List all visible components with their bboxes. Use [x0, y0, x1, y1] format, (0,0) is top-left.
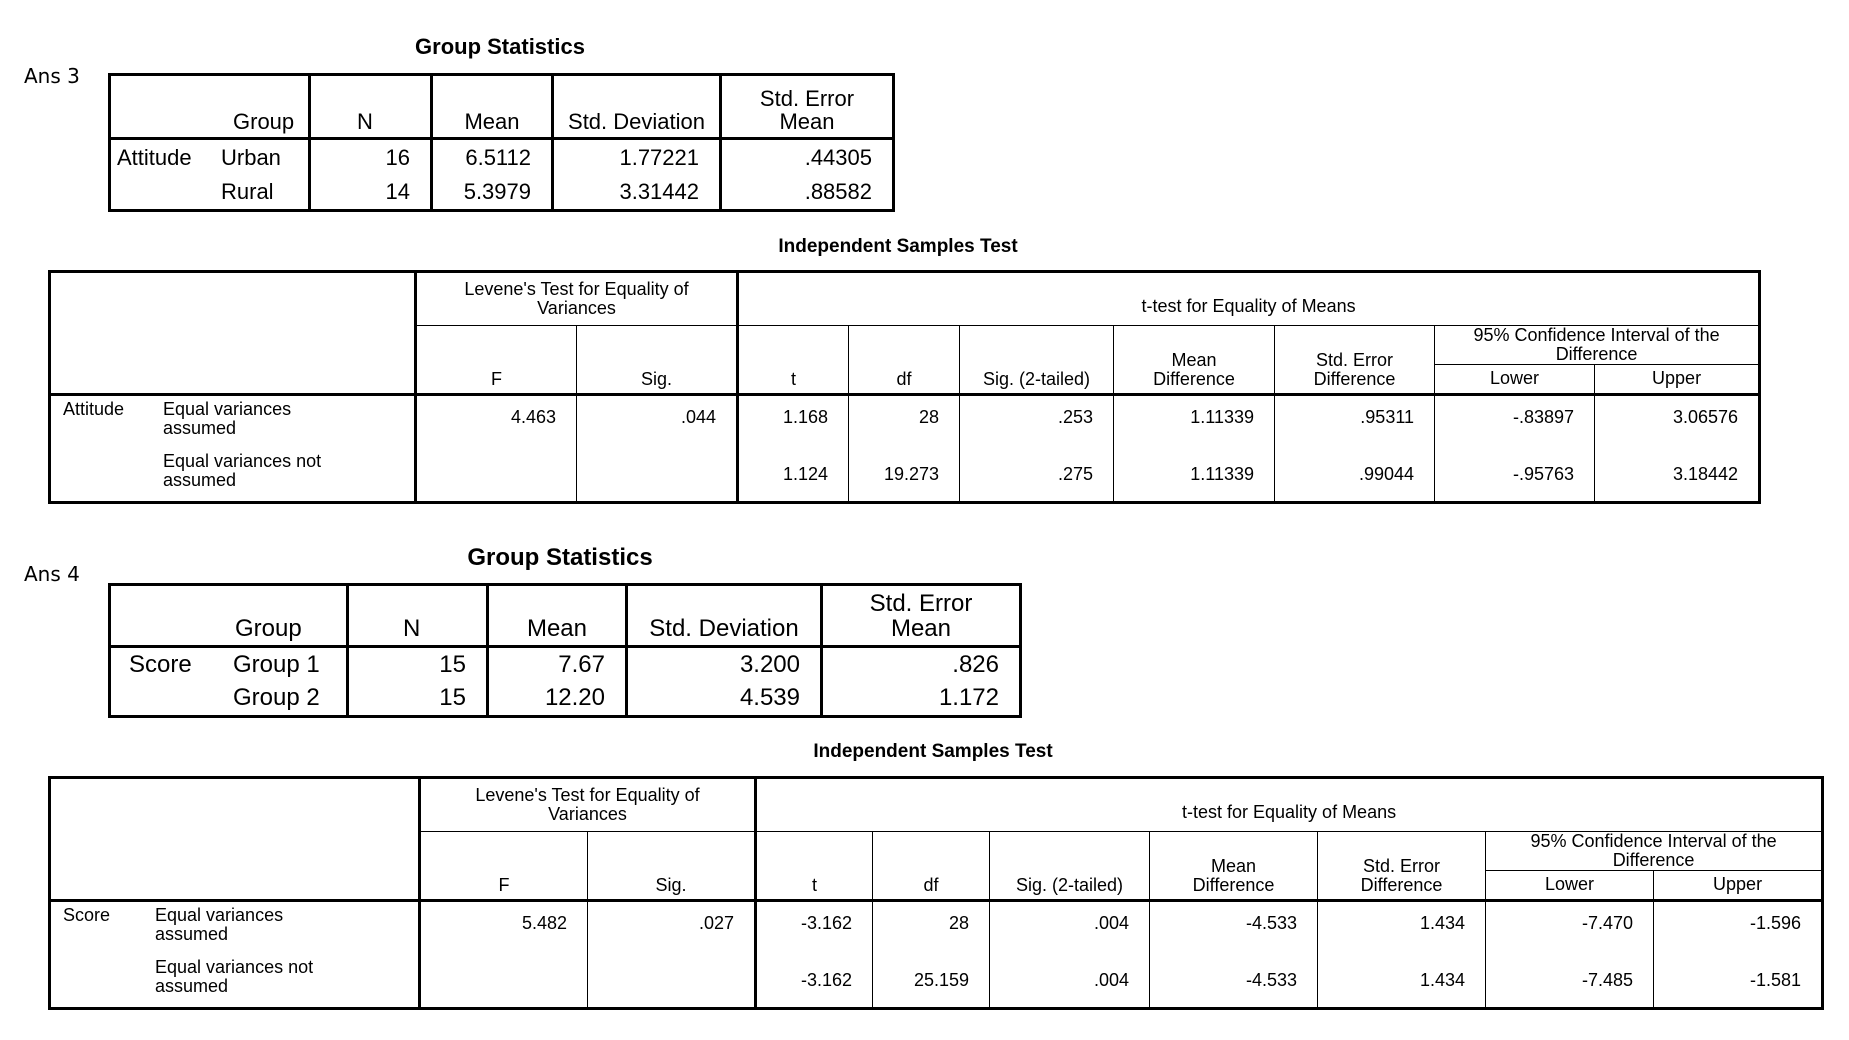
mean-value: 7.67 — [488, 647, 627, 681]
std-error-mean-header: Std. Error Mean — [721, 75, 894, 139]
sig-value: .027 — [588, 900, 756, 954]
row-label: Equal variances assumed — [155, 904, 284, 944]
n-value: 14 — [310, 175, 432, 211]
row-label-cell — [110, 175, 310, 211]
sig-value — [577, 448, 738, 502]
levene-header: Levene's Test for Equality of Variances — [416, 272, 738, 326]
f-value — [416, 448, 577, 502]
sig-value — [588, 954, 756, 1008]
lower-header: Lower — [1486, 870, 1654, 900]
mean-difference-value: -4.533 — [1150, 900, 1318, 954]
group-header-cell — [110, 75, 310, 139]
ans4-label: Ans 4 — [24, 562, 80, 586]
std-error-difference-header: Std. Error Difference — [1318, 832, 1486, 901]
group-header-cell — [110, 585, 348, 647]
row-label-cell — [110, 647, 348, 681]
lower-value: -.83897 — [1435, 394, 1595, 448]
std-deviation-header: Std. Deviation — [627, 585, 822, 647]
row-label-cell — [50, 900, 420, 954]
upper-value: -1.596 — [1750, 912, 1802, 933]
sig-value: .044 — [577, 394, 738, 448]
levene-header: Levene's Test for Equality of Variances — [420, 778, 756, 832]
ans4-independent-test-title: Independent Samples Test — [813, 741, 1053, 762]
ans4-group-stats-title: Group Statistics — [467, 544, 653, 571]
row-label: Equal variances assumed — [163, 398, 292, 438]
std-deviation-value: 4.539 — [627, 681, 822, 717]
ttest-header: t-test for Equality of Means — [738, 272, 1760, 326]
row-label-cell — [110, 681, 348, 717]
upper-value: 3.18442 — [1673, 464, 1739, 485]
row-label-cell — [50, 394, 416, 448]
ans3-group-stats-table — [108, 73, 895, 212]
n-header: N — [310, 75, 432, 139]
df-value: 28 — [849, 394, 960, 448]
mean-difference-header: Mean Difference — [1150, 832, 1318, 901]
f-value — [420, 954, 588, 1008]
sig-header: Sig. — [577, 326, 738, 395]
lower-value: -.95763 — [1435, 448, 1595, 502]
std-deviation-value: 3.31442 — [553, 175, 721, 211]
df-header: df — [873, 832, 990, 901]
std-deviation-value: 1.77221 — [553, 139, 721, 175]
df-value: 28 — [873, 900, 990, 954]
row-label-cell — [50, 448, 416, 502]
n-value: 16 — [310, 139, 432, 175]
f-header: F — [416, 326, 577, 395]
t-value: -3.162 — [756, 954, 873, 1008]
f-value: 4.463 — [416, 394, 577, 448]
confidence-interval-header: 95% Confidence Interval of the Difference — [1486, 832, 1823, 871]
ans3-group-stats-title: Group Statistics — [415, 34, 585, 59]
mean-difference-header: Mean Difference — [1114, 326, 1275, 395]
stub-header — [50, 272, 416, 395]
mean-value: 12.20 — [488, 681, 627, 717]
row-label-cell — [110, 139, 310, 175]
std-error-mean-value: .826 — [952, 650, 999, 678]
df-header: df — [849, 326, 960, 395]
std-error-mean-value: 1.172 — [938, 684, 999, 712]
df-value: 25.159 — [873, 954, 990, 1008]
table-row — [50, 900, 1823, 954]
stub-header — [50, 778, 420, 901]
t-header: t — [756, 832, 873, 901]
mean-header: Mean — [488, 585, 627, 647]
lower-value: -7.470 — [1486, 900, 1654, 954]
table-row — [50, 448, 1760, 502]
sig-2-tailed-header: Sig. (2-tailed) — [990, 832, 1150, 901]
std-deviation-header: Std. Deviation — [553, 75, 721, 139]
variable-label: Attitude — [63, 398, 125, 419]
f-header: F — [420, 832, 588, 901]
row-label: Equal variances not assumed — [155, 957, 314, 997]
sig-2-tailed-value: .004 — [990, 900, 1150, 954]
confidence-interval-header: 95% Confidence Interval of the Difference — [1435, 326, 1760, 365]
group-header: Group — [233, 108, 295, 134]
table-row — [110, 681, 1021, 717]
upper-header: Upper — [1654, 870, 1823, 900]
upper-value: -1.581 — [1750, 970, 1802, 991]
upper-value: 3.06576 — [1673, 406, 1739, 427]
ttest-header: t-test for Equality of Means — [756, 778, 1823, 832]
mean-difference-value: 1.11339 — [1114, 394, 1275, 448]
sig-2-tailed-value: .004 — [990, 954, 1150, 1008]
variable-label: Attitude — [117, 144, 192, 170]
table-row — [110, 175, 894, 211]
variable-label: Score — [129, 650, 192, 678]
table-row — [110, 139, 894, 175]
t-header: t — [738, 326, 849, 395]
lower-header: Lower — [1435, 364, 1595, 394]
n-value: 15 — [348, 681, 488, 717]
ans3-independent-test-table — [48, 270, 1761, 504]
df-value: 19.273 — [849, 448, 960, 502]
table-row — [50, 954, 1823, 1008]
group-label: Rural — [221, 179, 274, 205]
std-error-difference-value: 1.434 — [1318, 900, 1486, 954]
n-header: N — [348, 585, 488, 647]
t-value: 1.168 — [738, 394, 849, 448]
sig-header: Sig. — [588, 832, 756, 901]
std-deviation-value: 3.200 — [627, 647, 822, 681]
mean-value: 5.3979 — [432, 175, 553, 211]
ans4-group-stats-table — [108, 583, 1022, 718]
variable-label: Score — [63, 904, 111, 925]
ans4-independent-test-table — [48, 776, 1824, 1010]
lower-value: -7.485 — [1486, 954, 1654, 1008]
std-error-mean-value: .44305 — [804, 144, 872, 170]
std-error-mean-value: .88582 — [804, 179, 872, 205]
t-value: -3.162 — [756, 900, 873, 954]
sig-2-tailed-value: .275 — [960, 448, 1114, 502]
f-value: 5.482 — [420, 900, 588, 954]
group-label: Urban — [221, 144, 281, 170]
mean-header: Mean — [432, 75, 553, 139]
std-error-difference-value: .95311 — [1275, 394, 1435, 448]
mean-value: 6.5112 — [432, 139, 553, 175]
row-label: Equal variances not assumed — [163, 451, 322, 491]
upper-header: Upper — [1595, 364, 1760, 394]
ans3-independent-test-title: Independent Samples Test — [778, 236, 1018, 257]
mean-difference-value: -4.533 — [1150, 954, 1318, 1008]
ans3-label: Ans 3 — [24, 64, 80, 88]
table-row — [110, 647, 1021, 681]
sig-2-tailed-header: Sig. (2-tailed) — [960, 326, 1114, 395]
table-row — [50, 394, 1760, 448]
t-value: 1.124 — [738, 448, 849, 502]
std-error-difference-value: 1.434 — [1318, 954, 1486, 1008]
group-header: Group — [235, 614, 302, 642]
n-value: 15 — [348, 647, 488, 681]
row-label-cell — [50, 954, 420, 1008]
sig-2-tailed-value: .253 — [960, 394, 1114, 448]
std-error-difference-header: Std. Error Difference — [1275, 326, 1435, 395]
mean-difference-value: 1.11339 — [1114, 448, 1275, 502]
std-error-difference-value: .99044 — [1275, 448, 1435, 502]
group-label: Group 2 — [233, 684, 320, 712]
std-error-mean-header: Std. Error Mean — [822, 585, 1021, 647]
group-label: Group 1 — [233, 650, 320, 678]
